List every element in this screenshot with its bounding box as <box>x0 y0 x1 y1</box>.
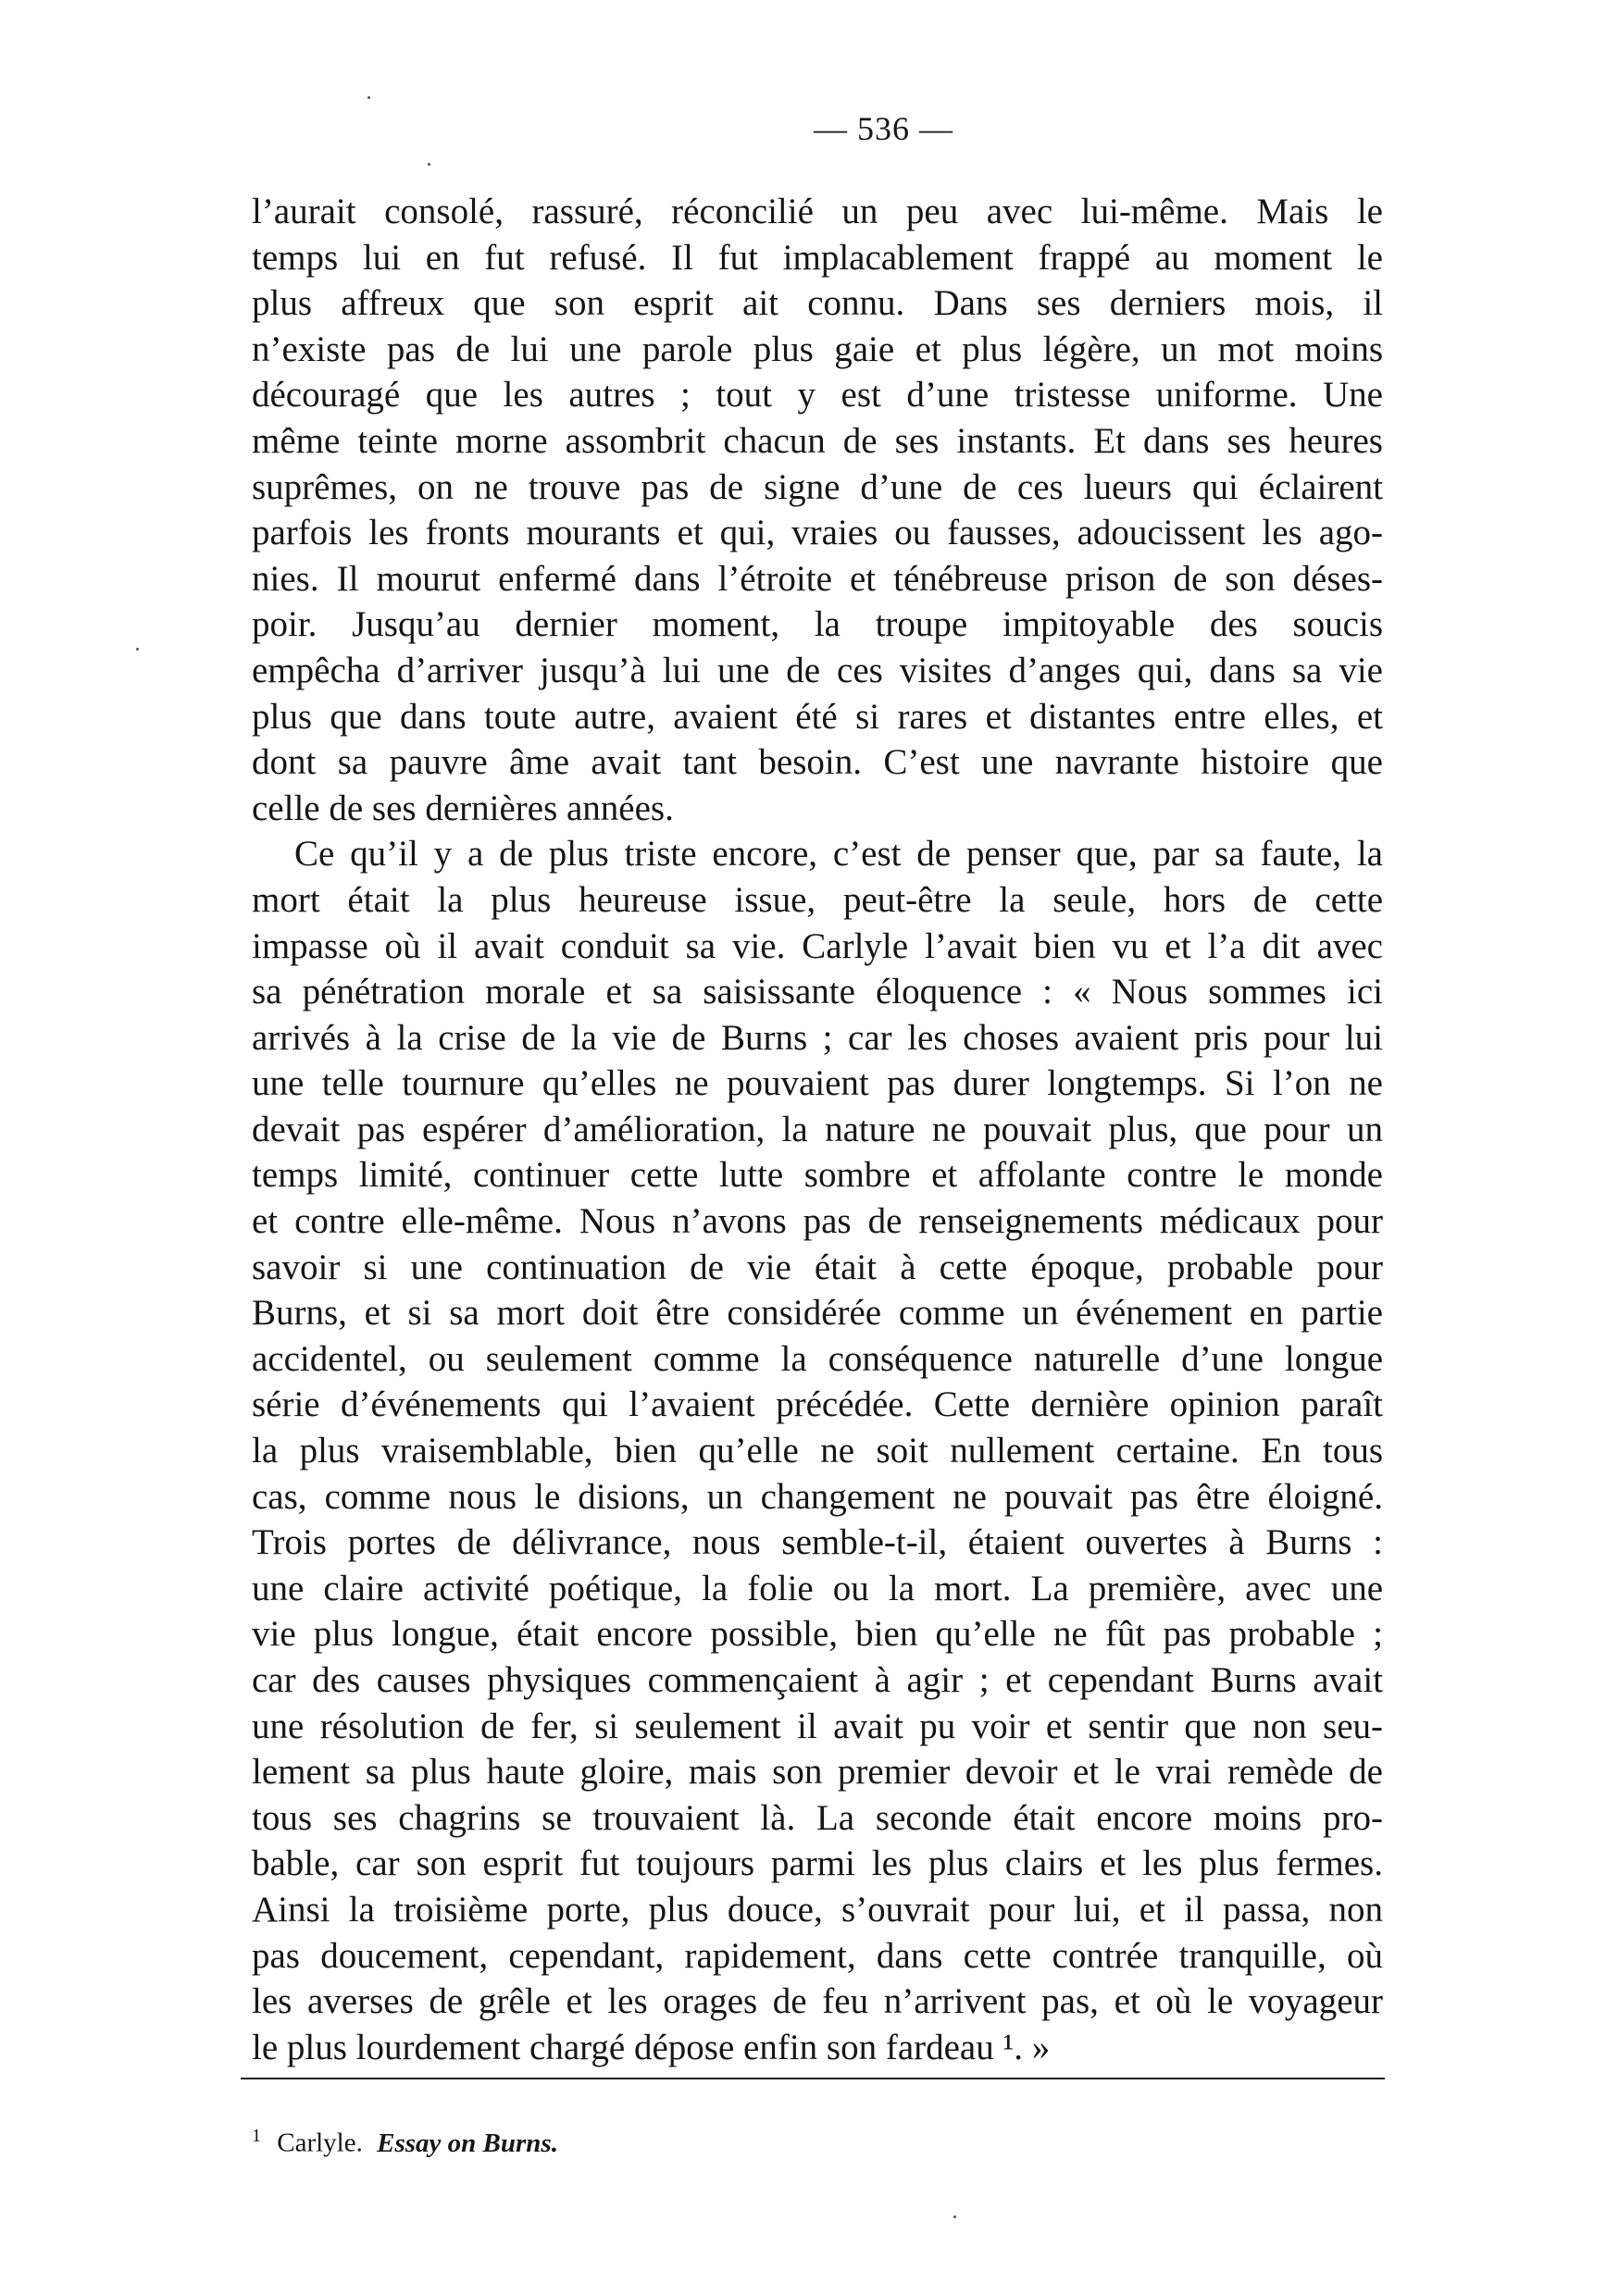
text-line: plus affreux que son esprit ait connu. Dans ses derniers mois, il <box>252 283 1383 324</box>
text-line: n’existe pas de lui une parole plus gaie et plus légère, un mot moins <box>252 329 1383 369</box>
body-text <box>252 189 1383 2070</box>
text-line: mort était la plus heureuse issue, peut-être la seule, hors de cette <box>252 879 1383 920</box>
scan-speck <box>136 648 139 651</box>
footnote-author: Carlyle. <box>277 2128 363 2158</box>
text-line: Burns, et si sa mort doit être considérée comme un événement en partie <box>252 1293 1383 1334</box>
page-number: — 536 — <box>814 110 953 147</box>
text-line: Ainsi la troisième porte, plus douce, s’ouvrait pour lui, et il passa, non <box>252 1889 1383 1930</box>
footnote-title: Essay on Burns. <box>377 2128 558 2158</box>
text-line: Trois portes de délivrance, nous semble-t-il, étaient ouvertes à Burns : <box>252 1522 1383 1563</box>
text-line: plus que dans toute autre, avaient été si rares et distantes entre elles, et <box>252 696 1383 737</box>
text-line: nies. Il mourut enfermé dans l’étroite et ténébreuse prison de son déses- <box>252 558 1383 599</box>
text-line: série d’événements qui l’avaient précédée. Cette dernière opinion paraît <box>252 1384 1383 1425</box>
text-line: temps lui en fut refusé. Il fut implacablement frappé au moment le <box>252 237 1383 278</box>
text-line: empêcha d’arriver jusqu’à lui une de ces visites d’anges qui, dans sa vie <box>252 650 1383 690</box>
text-line: les averses de grêle et les orages de feu n’arrivent pas, et où le voyageur <box>252 1981 1383 2022</box>
text-line: vie plus longue, était encore possible, bien qu’elle ne fût pas probable ; <box>252 1614 1383 1655</box>
footnote-marker: 1 <box>252 2126 261 2146</box>
text-line: l’aurait consolé, rassuré, réconcilié un peu avec lui-même. Mais le <box>252 192 1383 231</box>
text-line: poir. Jusqu’au dernier moment, la troupe impitoyable des soucis <box>252 604 1383 645</box>
text-line: celle de ses dernières années. <box>252 788 674 828</box>
text-line: accidentel, ou seulement comme la conséquence naturelle d’une longue <box>252 1338 1383 1379</box>
scan-speck <box>428 163 430 166</box>
text-line: et contre elle-même. Nous n’avons pas de renseignements médicaux pour <box>252 1201 1383 1242</box>
text-line: sa pénétration morale et sa saisissante éloquence : « Nous sommes ici <box>252 972 1383 1012</box>
text-line: une claire activité poétique, la folie ou la mort. La première, avec une <box>252 1568 1383 1608</box>
scan-speck <box>367 96 370 99</box>
text-line: le plus lourdement chargé dépose enfin son fardeau ¹. » <box>252 2027 1051 2067</box>
text-line: bable, car son esprit fut toujours parmi les plus clairs et les plus fermes. <box>252 1843 1383 1884</box>
text-line: impasse où il avait conduit sa vie. Carlyle l’avait bien vu et l’a dit avec <box>252 925 1383 966</box>
text-line: la plus vraisemblable, bien qu’elle ne soit nullement certaine. En tous <box>252 1431 1383 1471</box>
text-line: dont sa pauvre âme avait tant besoin. C’est une navrante histoire que <box>252 742 1383 783</box>
text-line: devait pas espérer d’amélioration, la nature ne pouvait plus, que pour un <box>252 1109 1383 1149</box>
text-line: parfois les fronts mourants et qui, vraies ou fausses, adoucissent les ago- <box>252 513 1383 553</box>
text-line: tous ses chagrins se trouvaient là. La seconde était encore moins pro- <box>252 1797 1383 1838</box>
footnote-separator <box>241 2078 1385 2079</box>
text-line: cas, comme nous le disions, un changement ne pouvait pas être éloigné. <box>252 1476 1383 1517</box>
text-line: temps limité, continuer cette lutte sombre et affolante contre le monde <box>252 1155 1383 1196</box>
text-line: une telle tournure qu’elles ne pouvaient pas durer longtemps. Si l’on ne <box>252 1063 1383 1104</box>
text-line: suprêmes, on ne trouve pas de signe d’une de ces lueurs qui éclairent <box>252 466 1383 507</box>
scan-speck <box>953 2215 956 2218</box>
text-line: savoir si une continuation de vie était à cette époque, probable pour <box>252 1247 1383 1287</box>
paragraph-start-line: Ce qu’il y a de plus triste encore, c’est de penser que, par sa faute, la <box>294 834 1383 875</box>
text-line: découragé que les autres ; tout y est d’une tristesse uniforme. Une <box>252 375 1383 416</box>
text-line: lement sa plus haute gloire, mais son premier devoir et le vrai remède de <box>252 1752 1383 1793</box>
text-line: car des causes physiques commençaient à agir ; et cependant Burns avait <box>252 1660 1383 1700</box>
text-line: arrivés à la crise de la vie de Burns ; car les choses avaient pris pour lui <box>252 1017 1383 1058</box>
text-line: une résolution de fer, si seulement il avait pu voir et sentir que non seu- <box>252 1706 1383 1746</box>
text-line: pas doucement, cependant, rapidement, dans cette contrée tranquille, où <box>252 1935 1383 1976</box>
footnote <box>252 2119 558 2160</box>
text-line: même teinte morne assombrit chacun de ses instants. Et dans ses heures <box>252 420 1383 461</box>
